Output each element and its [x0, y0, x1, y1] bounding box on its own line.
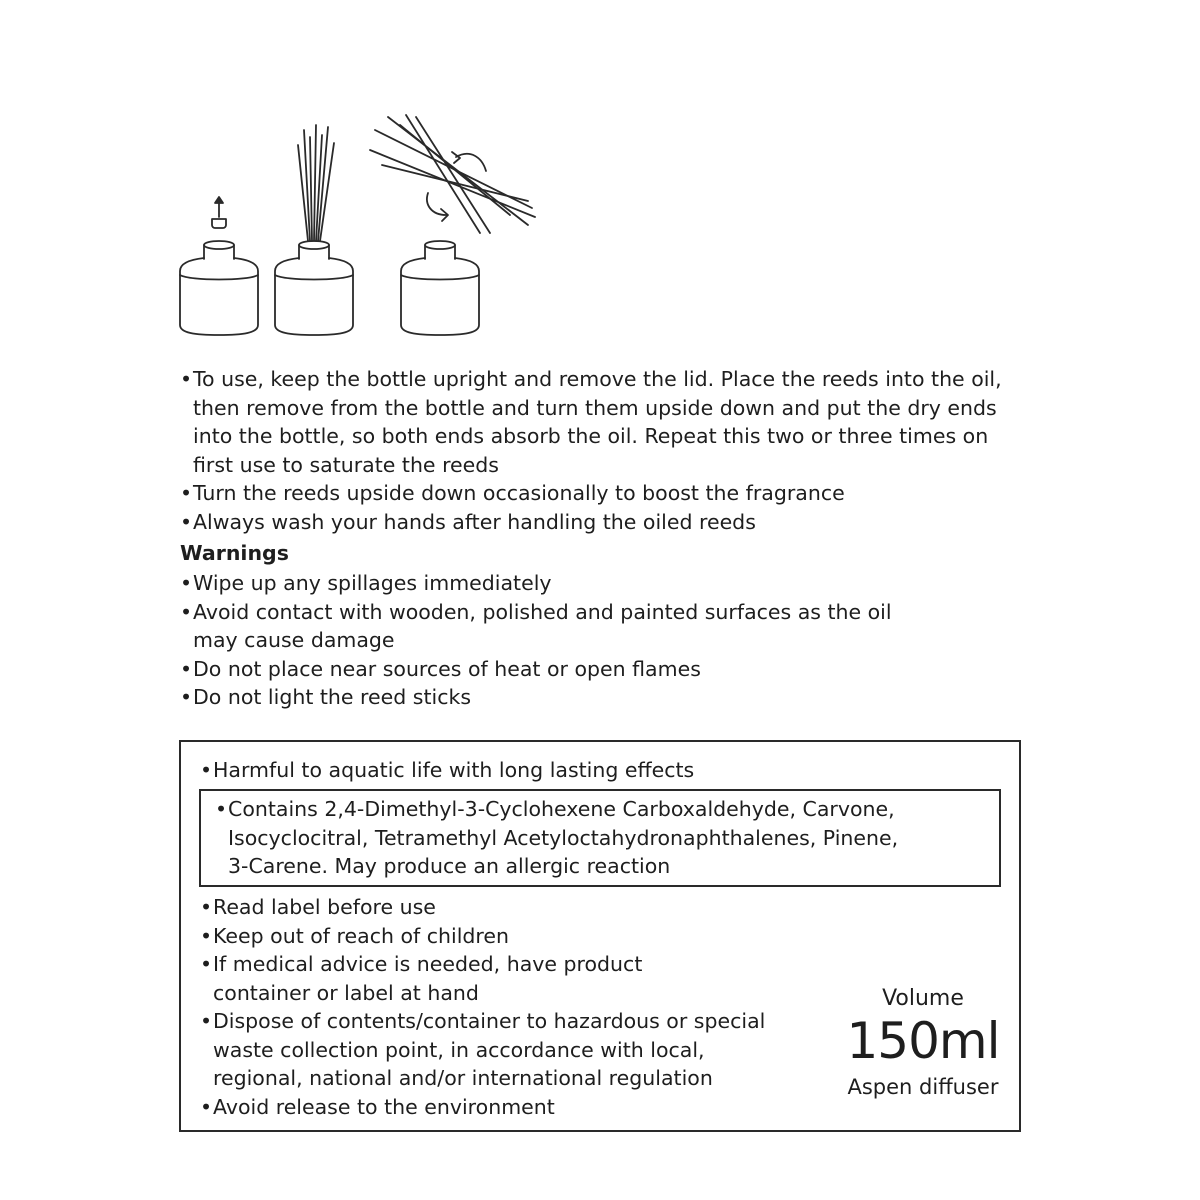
- bottle-lid-removed-icon: [180, 197, 258, 335]
- instruction-item: [180, 365, 1040, 479]
- precaution-text: Keep out of reach of children: [213, 923, 509, 948]
- bullet-dot: •: [215, 797, 228, 821]
- instruction-item: [180, 479, 1040, 508]
- bullet-dot: •: [200, 952, 213, 976]
- bullet-dot: •: [200, 923, 213, 948]
- precaution-item: [200, 922, 800, 951]
- usage-illustration-svg: [170, 105, 550, 345]
- bullet-dot: •: [180, 656, 193, 681]
- warning-text: Avoid contact with wooden, polished and painted surfaces as the oil may cause damage: [193, 599, 892, 652]
- bullet-dot: •: [200, 758, 213, 782]
- volume-value: 150ml: [846, 1012, 1000, 1070]
- precaution-text: Read label before use: [213, 895, 436, 919]
- warning-item: [180, 655, 1040, 684]
- bullet-dot: •: [180, 509, 193, 534]
- allergen-box: [199, 789, 1001, 887]
- bottle-with-reeds-icon: [275, 125, 353, 335]
- bullet-dot: •: [200, 1009, 213, 1033]
- precaution-item: [200, 1093, 800, 1122]
- warning-text: Do not light the reed sticks: [193, 685, 472, 709]
- bullet-dot: •: [180, 571, 193, 595]
- warning-item: [180, 569, 1040, 598]
- bottle-icon: [401, 241, 479, 335]
- bullet-dot: •: [180, 685, 193, 709]
- warning-text: Wipe up any spillages immediately: [193, 571, 552, 595]
- bullet-dot: •: [200, 895, 213, 919]
- product-name: Aspen diffuser: [847, 1075, 999, 1099]
- bullet-dot: •: [180, 481, 193, 505]
- precaution-list: [200, 893, 800, 1121]
- instruction-text: Turn the reeds upside down occasionally to boost the fragrance: [193, 481, 845, 505]
- warning-item: [180, 683, 1040, 712]
- precaution-text: Dispose of contents/container to hazardous or special waste collection point, in accordance with local, regional, national and/or international regulation: [213, 1009, 766, 1090]
- allergen-text: Contains 2,4-Dimethyl-3-Cyclohexene Carboxaldehyde, Carvone, Isocyclocitral, Tetramethyl Acetyloctahydronaphthalenes, Pinene, 3-Carene. May produce an allergic reaction: [228, 797, 899, 878]
- precaution-item: [200, 1007, 800, 1093]
- precaution-item: [200, 950, 800, 1007]
- allergen-item: [215, 795, 928, 881]
- instructions-section: [180, 365, 1040, 712]
- volume-block: [841, 985, 1005, 1102]
- instruction-text: To use, keep the bottle upright and remove the lid. Place the reeds into the oil, then remove from the bottle and turn them upside down and put the dry ends into the bottle, so both ends absorb the oil. Repeat this two or three times on first use to saturate the reeds: [193, 367, 1002, 477]
- precaution-text: If medical advice is needed, have product container or label at hand: [213, 952, 643, 1005]
- precaution-text: Avoid release to the environment: [213, 1094, 555, 1119]
- bullet-dot: •: [200, 1094, 213, 1119]
- reeds-flip-icon: [370, 115, 535, 233]
- warnings-heading: Warnings: [180, 541, 289, 565]
- instruction-item: [180, 508, 1040, 537]
- precaution-item: [200, 893, 800, 922]
- bullet-dot: •: [180, 599, 193, 624]
- bullet-dot: •: [180, 367, 193, 391]
- hazard-aquatic-text: Harmful to aquatic life with long lasting effects: [213, 758, 695, 782]
- volume-label: Volume: [882, 986, 964, 1011]
- hazard-box: [179, 740, 1021, 1132]
- hazard-aquatic-item: [200, 756, 694, 785]
- usage-illustration: [170, 105, 550, 345]
- instruction-text: Always wash your hands after handling the oiled reeds: [193, 509, 756, 534]
- warning-text: Do not place near sources of heat or open flames: [193, 656, 701, 681]
- warning-item: [180, 598, 1040, 655]
